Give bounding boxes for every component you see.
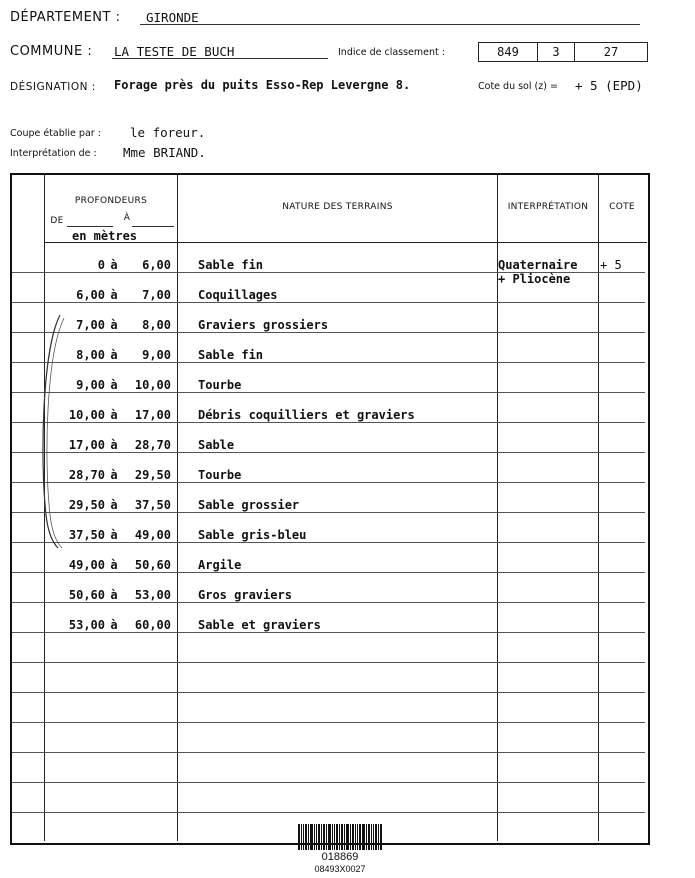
row-line [12,452,645,453]
row-line [12,782,645,783]
row-line [12,812,645,813]
row-nature: Sable fin [198,258,264,272]
row-line [12,632,645,633]
header-nature: NATURE DES TERRAINS [282,202,393,212]
departement-underline [140,24,640,25]
cote-sol-value: + 5 (EPD) [575,78,643,93]
depth-sep: à [110,588,118,602]
header-en-metres: en mètres [72,229,138,243]
indice-box-3: 27 [574,42,648,62]
row-depth [45,288,177,302]
depth-from: 29,50 [68,498,105,512]
header-a-underline [132,226,174,227]
row-nature: Tourbe [198,378,242,392]
depth-to: 8,00 [142,318,171,332]
row-nature: Sable gris-bleu [198,528,307,542]
row-depth [45,258,177,272]
header-de-underline [67,226,113,227]
departement-label: DÉPARTEMENT : [10,10,121,25]
depth-sep: à [110,378,118,392]
depth-to: 7,00 [142,288,171,302]
depth-sep: à [110,288,118,302]
barcode-number: 018869 [321,851,359,863]
row-nature: Débris coquilliers et graviers [198,408,415,422]
depth-from: 28,70 [68,468,105,482]
depth-to: 10,00 [134,378,171,392]
row-line [12,692,645,693]
coupe-label: Coupe établie par : [10,128,101,139]
depth-to: 6,00 [142,258,171,272]
interpretation-label: Interprétation de : [10,148,97,159]
interpretation-line-2: + Pliocène [498,272,571,286]
cote-value: + 5 [600,258,622,272]
row-line [12,572,645,573]
interpretation-value: Mme BRIAND. [123,145,206,160]
indice-box-2: 3 [537,42,575,62]
depth-from: 9,00 [76,378,105,392]
commune-label: COMMUNE : [10,44,93,59]
header-a: À [123,213,131,223]
indice-label: Indice de classement : [338,47,445,58]
depth-to: 17,00 [134,408,171,422]
depth-sep: à [110,408,118,422]
depth-from: 6,00 [76,288,105,302]
designation-value: Forage près du puits Esso-Rep Levergne 8. [114,78,411,92]
row-nature: Sable et graviers [198,618,321,632]
indice-box-1: 849 [478,42,538,62]
depth-from: 8,00 [76,348,105,362]
barcode-graphic [298,824,382,850]
header-interpretation: INTERPRÉTATION [507,202,589,212]
depth-from: 50,60 [68,588,105,602]
depth-from: 7,00 [76,318,105,332]
cote-sol-label: Cote du sol (z) = [478,81,558,92]
col-divider-interp [598,175,599,841]
row-line [12,332,645,333]
depth-from: 37,50 [68,528,105,542]
designation-label: DÉSIGNATION : [10,81,96,93]
depth-to: 49,00 [134,528,171,542]
row-line [12,542,645,543]
depth-sep: à [110,348,118,362]
depth-from: 17,00 [68,438,105,452]
depth-to: 37,50 [134,498,171,512]
row-nature: Graviers grossiers [198,318,329,332]
depth-sep: à [110,618,118,632]
depth-sep: à [110,258,118,272]
coupe-value: le foreur. [130,125,206,140]
hand-bracket-mark [38,310,68,550]
barcode-ref: 08493X0027 [314,864,366,874]
depth-from: 53,00 [68,618,105,632]
row-line [12,392,645,393]
depth-to: 50,60 [134,558,171,572]
col-divider-depth [177,175,178,841]
depth-from: 49,00 [68,558,105,572]
row-line [12,362,645,363]
row-depth [45,618,177,632]
row-line [12,512,645,513]
header-cote: COTE [609,202,635,212]
row-line [12,302,645,303]
row-line [12,422,645,423]
row-line [12,722,645,723]
depth-sep: à [110,498,118,512]
depth-to: 60,00 [134,618,171,632]
row-nature: Coquillages [198,288,278,302]
depth-from: 0 [97,258,105,272]
row-nature: Tourbe [198,468,242,482]
depth-sep: à [110,438,118,452]
row-nature: Sable [198,438,235,452]
header-profondeurs: PROFONDEURS [74,196,148,206]
row-nature: Sable grossier [198,498,300,512]
row-line [12,602,645,603]
row-nature: Argile [198,558,242,572]
depth-to: 9,00 [142,348,171,362]
row-line [12,482,645,483]
interpretation-line-1: Quaternaire [498,258,578,272]
depth-sep: à [110,528,118,542]
row-depth [45,588,177,602]
row-line [12,752,645,753]
commune-value: LA TESTE DE BUCH [114,44,235,59]
depth-to: 28,70 [134,438,171,452]
header-de: DE [50,216,64,226]
row-nature: Gros graviers [198,588,292,602]
depth-from: 10,00 [68,408,105,422]
row-nature: Sable fin [198,348,264,362]
row-depth [45,558,177,572]
row-line [12,662,645,663]
depth-sep: à [110,318,118,332]
depth-sep: à [110,558,118,572]
depth-sep: à [110,468,118,482]
depth-to: 53,00 [134,588,171,602]
depth-to: 29,50 [134,468,171,482]
departement-value: GIRONDE [146,10,199,25]
